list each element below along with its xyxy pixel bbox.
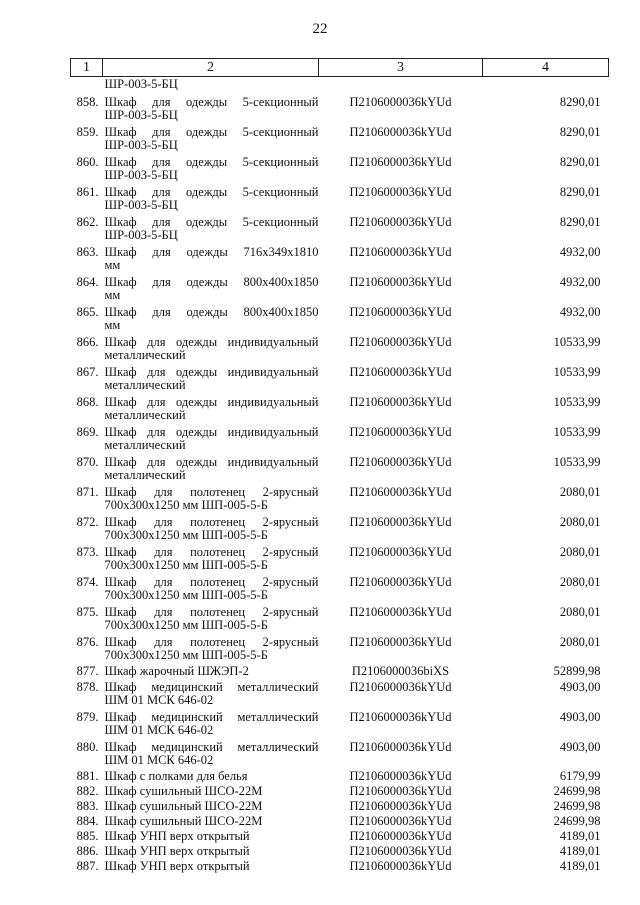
item-name-line-1: Шкаф для полотенец 2-ярусный [104, 575, 319, 589]
item-name-line-2: ШМ 01 МСК 646-02 [104, 753, 214, 767]
item-name [103, 184, 319, 214]
item-code: П2106000036kYUd [349, 769, 452, 783]
row-number: 863. [76, 245, 99, 259]
item-name [103, 769, 319, 784]
item-name-line-1: Шкаф медицинский металлический [104, 710, 319, 724]
item-code: П2106000036kYUd [349, 515, 452, 529]
item-name-line-1: Шкаф для полотенец 2-ярусный [104, 515, 319, 529]
row-number: 876. [76, 635, 99, 649]
row-number: 875. [76, 605, 99, 619]
row-number: 868. [76, 395, 99, 409]
item-code: П2106000036kYUd [349, 365, 452, 379]
item-code: П2106000036kYUd [349, 844, 452, 858]
item-price: 4903,00 [559, 740, 601, 754]
table-row [71, 124, 609, 154]
item-name-line-1: Шкаф для полотенец 2-ярусный [104, 485, 319, 499]
table-row [71, 514, 609, 544]
item-price: 8290,01 [559, 155, 601, 169]
item-price: 24699,98 [553, 784, 601, 798]
item-name [103, 679, 319, 709]
table-row [71, 814, 609, 829]
table-row [71, 829, 609, 844]
item-name [103, 94, 319, 124]
item-name-line-2: ШМ 01 МСК 646-02 [104, 693, 214, 707]
item-name-line-2: ШР-003-5-БЦ [104, 198, 178, 212]
item-name-line-2: мм [104, 288, 121, 302]
table-body [71, 77, 609, 875]
item-name-line-2: ШР-003-5-БЦ [104, 228, 178, 242]
row-number: 886. [76, 844, 99, 858]
item-price: 2080,01 [559, 635, 601, 649]
table-row [71, 859, 609, 874]
item-code: П2106000036kYUd [349, 545, 452, 559]
item-code: П2106000036kYUd [349, 814, 452, 828]
item-name [103, 799, 319, 814]
item-name-line-1: Шкаф УНП верх открытый [104, 829, 250, 843]
row-number: 869. [76, 425, 99, 439]
row-number: 861. [76, 185, 99, 199]
table-row [71, 244, 609, 274]
item-name [103, 514, 319, 544]
column-header-3: 3 [319, 59, 483, 77]
item-name-line-1: Шкаф для одежды 5-секционный [104, 155, 319, 169]
item-name [103, 304, 319, 334]
table-row [71, 184, 609, 214]
table-row [71, 304, 609, 334]
item-price: 4189,01 [559, 859, 601, 873]
item-name [103, 829, 319, 844]
item-name-line-2: 700x300x1250 мм ШП-005-5-Б [104, 648, 268, 662]
item-price: 2080,01 [559, 515, 601, 529]
item-name [103, 334, 319, 364]
item-code: П2106000036kYUd [349, 485, 452, 499]
table-row [71, 274, 609, 304]
price-table [70, 58, 609, 874]
row-number: 882. [76, 784, 99, 798]
item-code: П2106000036kYUd [349, 605, 452, 619]
item-name-line-2: мм [104, 258, 121, 272]
item-name-line-1: Шкаф для одежды индивидуальный [104, 335, 319, 349]
item-code: П2106000036kYUd [349, 155, 452, 169]
item-price: 2080,01 [559, 575, 601, 589]
row-number: 884. [76, 814, 99, 828]
item-price: 24699,98 [553, 814, 601, 828]
item-name [103, 364, 319, 394]
item-price: 8290,01 [559, 95, 601, 109]
row-number: 865. [76, 305, 99, 319]
row-number: 887. [76, 859, 99, 873]
item-name-line-2: ШР-003-5-БЦ [104, 108, 178, 122]
table-header-row [71, 59, 609, 77]
item-name [103, 859, 319, 874]
item-code: П2106000036kYUd [349, 455, 452, 469]
item-code: П2106000036kYUd [349, 335, 452, 349]
table-row [71, 679, 609, 709]
item-price: 4932,00 [559, 305, 601, 319]
item-name-line-1: Шкаф медицинский металлический [104, 740, 319, 754]
item-name-line-1: Шкаф УНП верх открытый [104, 859, 250, 873]
item-code: П2106000036kYUd [349, 829, 452, 843]
item-code: П2106000036kYUd [349, 425, 452, 439]
item-name-line-2: 700x300x1250 мм ШП-005-5-Б [104, 588, 268, 602]
item-code: П2106000036kYUd [349, 799, 452, 813]
item-name-line-2: металлический [104, 408, 186, 422]
item-code: П2106000036kYUd [349, 215, 452, 229]
item-name [103, 574, 319, 604]
item-name-line-1: Шкаф для одежды индивидуальный [104, 455, 319, 469]
item-name-line-2: ШМ 01 МСК 646-02 [104, 723, 214, 737]
item-price: 10533,99 [553, 425, 601, 439]
item-name [103, 274, 319, 304]
column-header-4: 4 [483, 59, 609, 77]
item-name-line-1: Шкаф с полками для белья [104, 769, 248, 783]
item-name [103, 784, 319, 799]
item-name-line-1: Шкаф медицинский металлический [104, 680, 319, 694]
item-price: 10533,99 [553, 455, 601, 469]
table-row [71, 334, 609, 364]
item-name-line-1: Шкаф сушильный ШСО-22М [104, 814, 263, 828]
item-name-line-2: металлический [104, 378, 186, 392]
row-number: 871. [76, 485, 99, 499]
table-row [71, 214, 609, 244]
item-name-line-1: Шкаф для одежды 5-секционный [104, 125, 319, 139]
item-price: 4903,00 [559, 710, 601, 724]
item-name [103, 544, 319, 574]
table-row [71, 154, 609, 184]
item-name-line-2: мм [104, 318, 121, 332]
item-name [103, 844, 319, 859]
continuation-text: ШР-003-5-БЦ [104, 77, 178, 91]
page-number: 22 [312, 21, 328, 37]
item-code: П2106000036kYUd [349, 740, 452, 754]
item-name-line-1: Шкаф для одежды 800x400x1850 [104, 305, 319, 319]
table-row [71, 709, 609, 739]
item-code: П2106000036kYUd [349, 395, 452, 409]
item-name-line-1: Шкаф сушильный ШСО-22М [104, 799, 263, 813]
item-name-line-2: металлический [104, 438, 186, 452]
item-name-line-1: Шкаф сушильный ШСО-22М [104, 784, 263, 798]
item-code: П2106000036kYUd [349, 710, 452, 724]
item-name-line-2: 700x300x1250 мм ШП-005-5-Б [104, 558, 268, 572]
row-number: 878. [76, 680, 99, 694]
item-name [103, 484, 319, 514]
item-price: 4189,01 [559, 829, 601, 843]
item-code: П2106000036kYUd [349, 185, 452, 199]
item-code: П2106000036kYUd [349, 95, 452, 109]
row-number: 885. [76, 829, 99, 843]
item-price: 8290,01 [559, 125, 601, 139]
item-price: 10533,99 [553, 395, 601, 409]
item-code: П2106000036kYUd [349, 305, 452, 319]
row-number: 883. [76, 799, 99, 813]
item-code: П2106000036biXS [351, 664, 450, 678]
item-price: 2080,01 [559, 485, 601, 499]
item-code: П2106000036kYUd [349, 275, 452, 289]
item-name-line-1: Шкаф для одежды индивидуальный [104, 365, 319, 379]
item-name [103, 814, 319, 829]
item-code: П2106000036kYUd [349, 680, 452, 694]
item-code: П2106000036kYUd [349, 245, 452, 259]
item-name-line-2: ШР-003-5-БЦ [104, 168, 178, 182]
continuation-row [71, 77, 609, 95]
row-number: 873. [76, 545, 99, 559]
item-name [103, 739, 319, 769]
item-name [103, 634, 319, 664]
item-price: 52899,98 [553, 664, 601, 678]
item-name [103, 394, 319, 424]
table-row [71, 634, 609, 664]
row-number: 867. [76, 365, 99, 379]
item-name [103, 124, 319, 154]
item-name-line-1: Шкаф жарочный ШЖЭП-2 [104, 664, 249, 678]
table-row [71, 484, 609, 514]
row-number: 872. [76, 515, 99, 529]
table-row [71, 424, 609, 454]
item-name-line-2: ШР-003-5-БЦ [104, 138, 178, 152]
table-row [71, 364, 609, 394]
item-price: 4932,00 [559, 245, 601, 259]
table-row [71, 94, 609, 124]
row-number: 859. [76, 125, 99, 139]
table-row [71, 799, 609, 814]
item-price: 4189,01 [559, 844, 601, 858]
table-row [71, 604, 609, 634]
row-number: 880. [76, 740, 99, 754]
item-price: 6179,99 [559, 769, 601, 783]
item-name-line-2: 700x300x1250 мм ШП-005-5-Б [104, 618, 268, 632]
item-name-line-1: Шкаф УНП верх открытый [104, 844, 250, 858]
item-name-line-2: 700x300x1250 мм ШП-005-5-Б [104, 528, 268, 542]
item-name-line-1: Шкаф для одежды 5-секционный [104, 185, 319, 199]
table-row [71, 394, 609, 424]
table-row [71, 769, 609, 784]
row-number: 860. [76, 155, 99, 169]
table-row [71, 454, 609, 484]
item-name-line-1: Шкаф для одежды 716x349x1810 [104, 245, 319, 259]
item-name-line-1: Шкаф для одежды 800x400x1850 [104, 275, 319, 289]
table-row [71, 784, 609, 799]
row-number: 862. [76, 215, 99, 229]
item-name-line-1: Шкаф для одежды индивидуальный [104, 395, 319, 409]
table-row [71, 739, 609, 769]
item-name-line-2: 700x300x1250 мм ШП-005-5-Б [104, 498, 268, 512]
item-name-line-1: Шкаф для одежды индивидуальный [104, 425, 319, 439]
item-price: 10533,99 [553, 335, 601, 349]
item-name-line-1: Шкаф для полотенец 2-ярусный [104, 545, 319, 559]
row-number: 858. [76, 95, 99, 109]
item-code: П2106000036kYUd [349, 125, 452, 139]
item-name-line-1: Шкаф для одежды 5-секционный [104, 95, 319, 109]
item-price: 10533,99 [553, 365, 601, 379]
row-number: 881. [76, 769, 99, 783]
row-number: 874. [76, 575, 99, 589]
item-price: 8290,01 [559, 185, 601, 199]
item-name-line-1: Шкаф для одежды 5-секционный [104, 215, 319, 229]
table-row [71, 574, 609, 604]
item-name [103, 154, 319, 184]
table-row [71, 664, 609, 679]
column-header-1: 1 [71, 59, 103, 77]
row-number: 879. [76, 710, 99, 724]
item-price: 2080,01 [559, 545, 601, 559]
item-name [103, 214, 319, 244]
item-name-line-2: металлический [104, 348, 186, 362]
row-number: 870. [76, 455, 99, 469]
row-number: 877. [76, 664, 99, 678]
item-name [103, 664, 319, 679]
table-row [71, 544, 609, 574]
item-code: П2106000036kYUd [349, 859, 452, 873]
item-name [103, 244, 319, 274]
item-name-line-1: Шкаф для полотенец 2-ярусный [104, 605, 319, 619]
item-name [103, 424, 319, 454]
item-price: 8290,01 [559, 215, 601, 229]
item-price: 2080,01 [559, 605, 601, 619]
item-name [103, 454, 319, 484]
item-name-line-1: Шкаф для полотенец 2-ярусный [104, 635, 319, 649]
row-number: 866. [76, 335, 99, 349]
item-price: 4903,00 [559, 680, 601, 694]
item-name [103, 709, 319, 739]
item-price: 24699,98 [553, 799, 601, 813]
row-number: 864. [76, 275, 99, 289]
column-header-2: 2 [103, 59, 319, 77]
item-code: П2106000036kYUd [349, 784, 452, 798]
item-code: П2106000036kYUd [349, 575, 452, 589]
item-name [103, 604, 319, 634]
item-name-line-2: металлический [104, 468, 186, 482]
item-code: П2106000036kYUd [349, 635, 452, 649]
item-price: 4932,00 [559, 275, 601, 289]
table-row [71, 844, 609, 859]
